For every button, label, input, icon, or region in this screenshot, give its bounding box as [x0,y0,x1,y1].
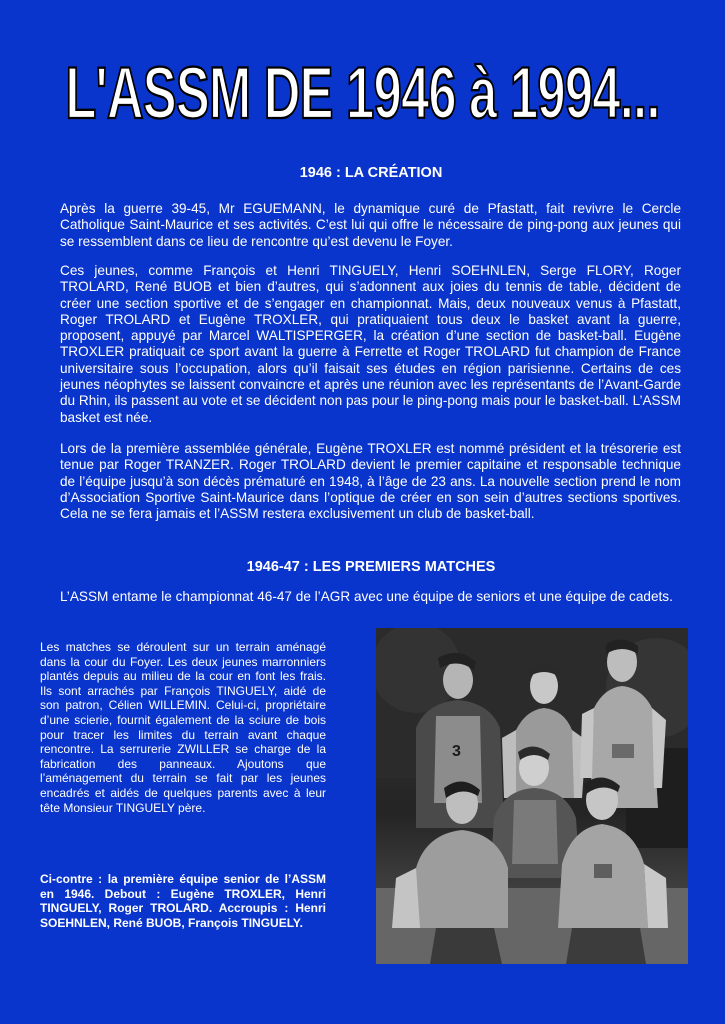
paragraph-creation-1: Après la guerre 39-45, Mr EGUEMANN, le dynamique curé de Pfastatt, fait revivre le Cercle Catholique Saint-Maurice et ses activités. C’est lui qui offre le nécessaire de ping-pong aux jeunes qui se ressemblent dans ce lieu de rencontre qu’est devenu le Foyer. [60,201,681,249]
paragraph-terrain: Les matches se déroulent sur un terrain aménagé dans la cour du Foyer. Les deux jeunes marronniers plantés depuis au milieu de la cour en font les frais. Ils sont arrachés par François TINGUELY, aidé de son patron, Célien WILLEMIN. Celui-ci, propriétaire d’une scierie, fournit également de la sciure de bois pour tracer les limites du terrain avant chaque rencontre. La serrurerie ZWILLER se charge de la fabrication des panneaux. Ajoutons que l’aménagement du terrain se fait par les jeunes encadrés et aidés de quelques parents avec à leur tête Monsieur TINGUELY père. [40,640,326,815]
paragraph-matches-intro: L’ASSM entame le championnat 46-47 de l’AGR avec une équipe de seniors et une équipe de cadets. [60,589,673,604]
section-heading-matches: 1946-47 : LES PREMIERS MATCHES [246,559,496,575]
page-title: L'ASSM DE 1946 à 1994... [65,53,660,135]
team-photo [376,628,688,964]
photo-caption: Ci-contre : la première équipe senior de l’ASSM en 1946. Debout : Eugène TROXLER, Henri TINGUELY, Roger TROLARD. Accroupis : Henri SOEHNLEN, René BUOB, François TINGUELY. [40,872,326,930]
paragraph-creation-2: Ces jeunes, comme François et Henri TINGUELY, Henri SOEHNLEN, Serge FLORY, Roger TROLARD, René BUOB et bien d’autres, qui s’adonnent aux joies du tennis de table, décident de créer une section sportive et de s’engager en championnat. Mais, deux nouveaux venus à Pfastatt, Roger TROLARD et Eugène TROXLER, qui pratiquaient tous deux le basket avant la guerre, proposent, appuyé par Marcel WALTISPERGER, la création d’une section de basket-ball. Eugène TROXLER pratiquait ce sport avant la guerre à Ferrette et Roger TROLARD fut champion de France universitaire sous l’occupation, alors qu’il faisait ses études en région parisienne. Certains de ces jeunes néophytes se laissent convaincre et après une réunion avec les représentants de l’Avant-Garde du Rhin, ils passent au vote et se décident non pas pour le ping-pong mais pour le basket-ball. L’ASSM basket est née. [60,263,681,425]
paragraph-creation-3: Lors de la première assemblée générale, Eugène TROXLER est nommé président et la trésorerie est tenue par Roger TRANZER. Roger TROLARD devient le premier capitaine et responsable technique de l’équipe jusqu’à son décès prématuré en 1948, à l’âge de 23 ans. La nouvelle section prend le nom d’Association Sportive Saint-Maurice dans l’optique de créer en son sein d’autres sections sportives. Cela ne se fera jamais et l’ASSM restera exclusivement un club de basket-ball. [60,441,681,522]
jersey-number: 3 [452,743,461,760]
section-heading-creation: 1946 : LA CRÉATION [299,165,443,181]
